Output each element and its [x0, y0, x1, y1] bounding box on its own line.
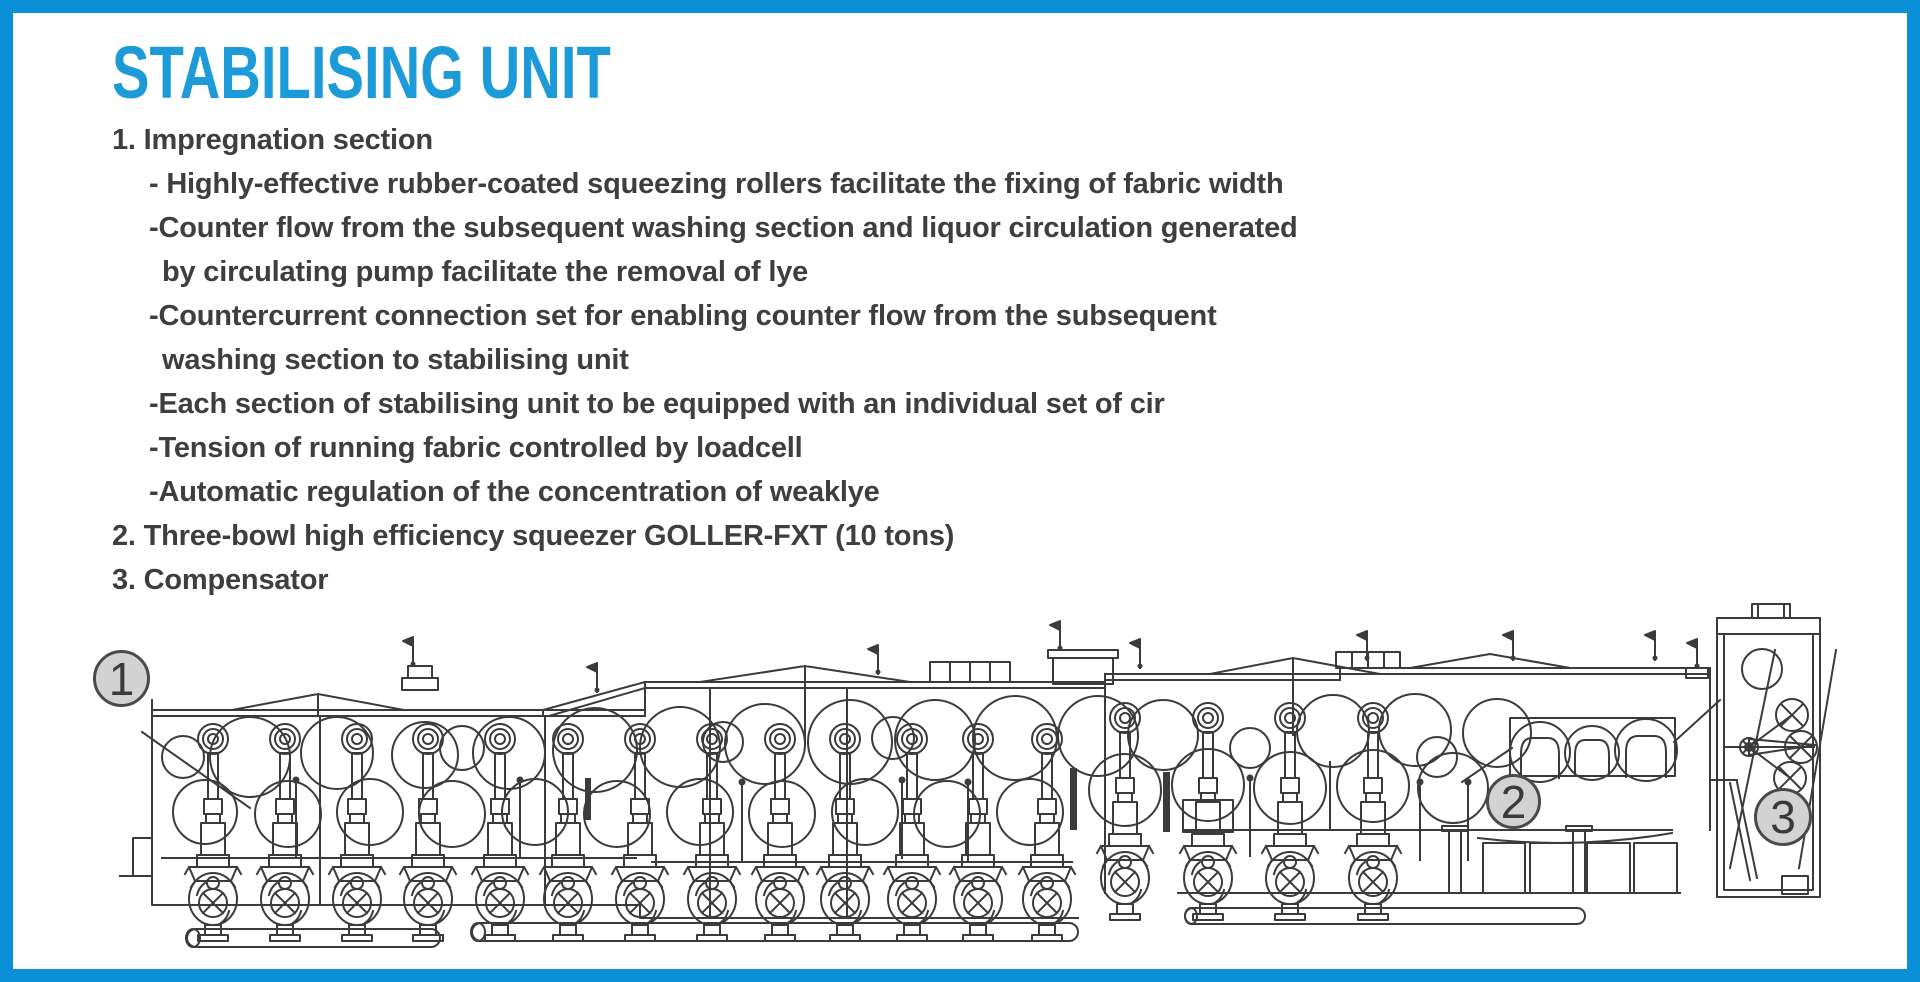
compensator-drawing	[1712, 604, 1836, 897]
impregnation-section-drawing	[120, 621, 1710, 947]
roof-vent-flag-icon	[1357, 631, 1370, 661]
roof-vent-flag-icon	[868, 645, 881, 675]
list-line: -Automatic regulation of the concentration of weaklye	[149, 476, 880, 508]
roof-vent-flag-icon	[1050, 621, 1063, 651]
marker-label: 1	[108, 652, 135, 705]
diagram-marker-1	[93, 650, 150, 707]
marker-label: 3	[1770, 791, 1796, 843]
list-line: - Highly-effective rubber-coated squeezing rollers facilitate the fixing of fabric width	[149, 168, 1284, 200]
list-line: 1. Impregnation section	[112, 124, 433, 156]
list-line: -Tension of running fabric controlled by loadcell	[149, 432, 803, 464]
marker-label: 2	[1500, 775, 1527, 828]
list-line: 3. Compensator	[112, 564, 329, 596]
page-title: STABILISING UNIT	[112, 31, 611, 114]
roof-vent-flag-icon	[1130, 639, 1143, 669]
list-line: 2. Three-bowl high efficiency squeezer GOLLER-FXT (10 tons)	[112, 520, 955, 552]
drum-rollers-lower	[173, 749, 1488, 847]
roof-vent-flag-icon	[1645, 631, 1658, 661]
diagram-marker-2	[1486, 774, 1541, 829]
roof-vent-flag-icon	[1687, 639, 1700, 669]
list-line: -Each section of stabilising unit to be equipped with an individual set of cir	[149, 388, 1165, 420]
roof-vent-flag-icon	[403, 637, 416, 667]
diagram-marker-3	[1754, 788, 1812, 846]
list-line: washing section to stabilising unit	[162, 344, 629, 376]
roof-vent-flag-icon	[587, 663, 600, 693]
list-line: -Counter flow from the subsequent washing section and liquor circulation generated	[149, 212, 1298, 244]
list-line: -Countercurrent connection set for enabling counter flow from the subsequent	[149, 300, 1217, 332]
list-line: by circulating pump facilitate the removal of lye	[162, 256, 809, 288]
